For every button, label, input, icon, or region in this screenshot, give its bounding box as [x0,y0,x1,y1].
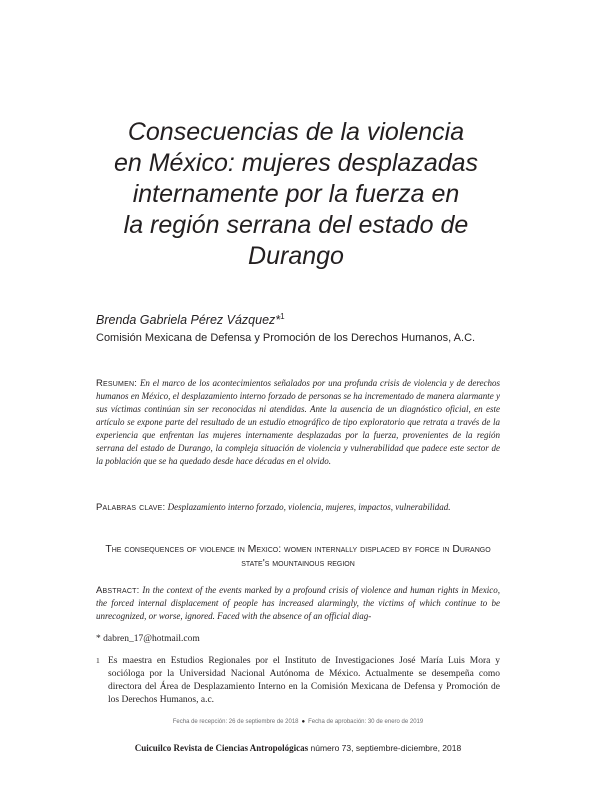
author-email: * dabren_17@hotmail.com [96,634,200,644]
title-line: la región serrana del estado de [123,211,469,239]
title-line: Consecuencias de la violencia [127,118,465,146]
abstract-label: Abstract: [96,585,140,596]
keywords-block [96,501,500,514]
title-line: en México: mujeres desplazadas [113,149,479,177]
author-name [96,312,285,327]
journal-name: Cuicuilco Revista de Ciencias Antropológicas [134,743,309,753]
resumen-block [96,377,500,468]
abstract-text: In the context of the events marked by a profound crisis of violence and human rights in Mexico, the forced internal displacement of people has increased alarmingly, the victims of which continue to be unrecognized, or worse, ignored. Faced with the absence of an official diag- [96,585,500,621]
resumen-label: Resumen: [96,378,138,389]
author-affiliation: Comisión Mexicana de Defensa y Promoción de los Derechos Humanos, A.C. [96,332,476,344]
resumen-text: En el marco de los acontecimientos señalados por una profunda crisis de violencia y de derechos humanos en México, el desplazamiento interno forzado de personas se ha incrementado de manera alarmante y sus víctimas continúan sin ser reconocidas ni atendidas. Ante la ausencia de un diagnóstico oficial, en este artículo se expone parte del resultado de un estudio etnográfico de tipo exploratorio que retrata a través de la experiencia que enfrentan las mujeres internamente desplazadas por la fuerza, provenientes de la región serrana del estado de Durango, la compleja situación de violencia y vulnerabilidad que padece este sector de la población que se ha quedado desde hace décadas en el olvido. [96,378,500,466]
abstract-block [96,584,500,623]
keywords-text: Desplazamiento interno forzado, violencia, mujeres, impactos, vulnerabilidad. [167,502,451,512]
article-title [100,117,492,272]
author-name-text: Brenda Gabriela Pérez Vázquez* [96,313,281,328]
submission-dates [96,719,500,725]
title-line: internamente por la fuerza en [132,180,460,208]
bullet-separator: ● [301,719,306,725]
footnote-text: Es maestra en Estudios Regionales por el Instituto de Investigaciones José María Luis Mora y socióloga por la Universidad Nacional Autónoma de México. Actualmente se desempeña como directora del Área de Desplazamiento Interno en la Comisión Mexicana de Defensa y Promoción de los Derechos Humanos, a.c. [108,656,500,705]
journal-footer [96,743,500,753]
keywords-label: Palabras clave: [96,502,166,513]
received-date: Fecha de recepción: 26 de septiembre de 2018 [172,719,299,725]
journal-issue: número 73, septiembre-diciembre, 2018 [310,743,462,753]
english-title: The consequences of violence in Mexico: women internally displaced by force in Durango state's mountainous region [105,543,491,569]
author-footnote-marker: 1 [280,312,285,321]
title-line: Durango [248,242,344,270]
approved-date: Fecha de aprobación: 30 de enero de 2019 [308,719,424,725]
footnote-number: 1 [96,656,100,665]
